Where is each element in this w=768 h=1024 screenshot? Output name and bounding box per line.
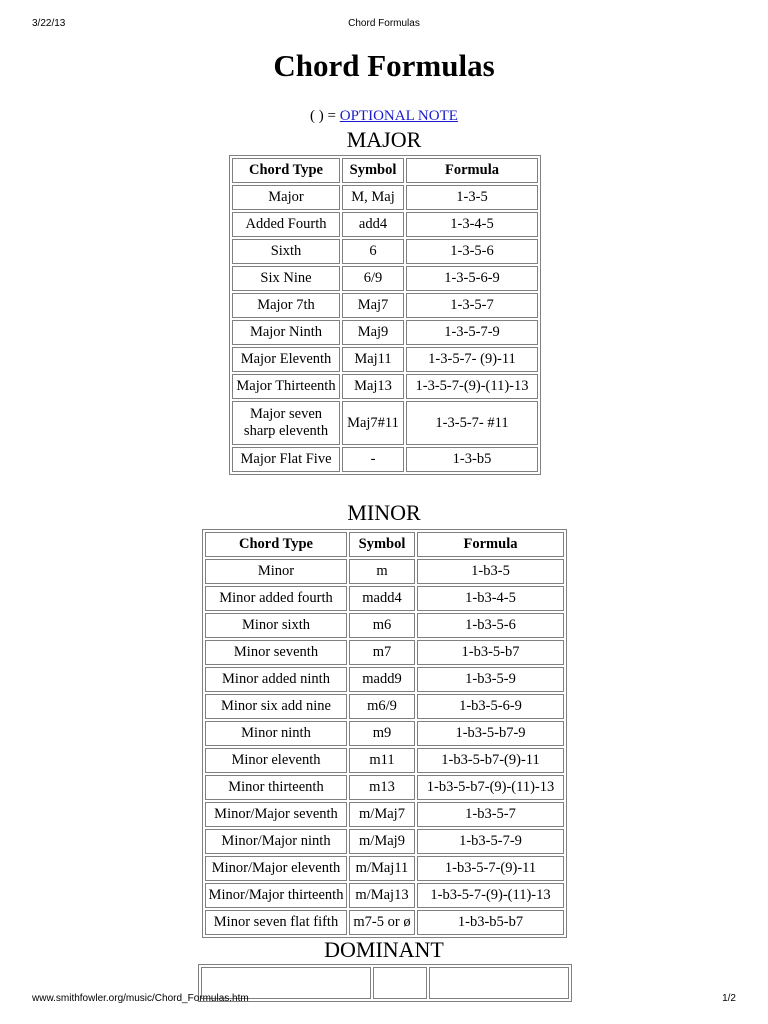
- chord-type-cell: Minor: [205, 559, 347, 584]
- chord-type-cell: Sixth: [232, 239, 340, 264]
- symbol-cell: M, Maj: [342, 185, 404, 210]
- print-header: [0, 18, 768, 32]
- symbol-cell: m9: [349, 721, 415, 746]
- chord-type-cell: Major 7th: [232, 293, 340, 318]
- chord-type-cell: Minor six add nine: [205, 694, 347, 719]
- print-footer: [0, 993, 768, 1007]
- table-row: [232, 212, 538, 237]
- print-date: 3/22/13: [32, 18, 66, 29]
- chord-type-cell: Minor seven flat fifth: [205, 910, 347, 935]
- formula-cell: 1-3-5-7-9: [406, 320, 538, 345]
- table-row: [205, 775, 564, 800]
- symbol-cell: 6/9: [342, 266, 404, 291]
- chord-type-cell: Minor/Major thirteenth: [205, 883, 347, 908]
- major-table: [229, 155, 541, 475]
- formula-cell: 1-b3-5-7: [417, 802, 564, 827]
- formula-cell: 1-3-5-6-9: [406, 266, 538, 291]
- chord-type-cell: Six Nine: [232, 266, 340, 291]
- symbol-cell: m6/9: [349, 694, 415, 719]
- chord-type-cell: Minor/Major ninth: [205, 829, 347, 854]
- formula-cell: 1-b3-5-b7-(9)-11: [417, 748, 564, 773]
- optional-note-legend: [0, 106, 768, 126]
- table-row: [232, 266, 538, 291]
- table-row: [232, 320, 538, 345]
- formula-cell: 1-b3-5-7-9: [417, 829, 564, 854]
- table-row: [205, 748, 564, 773]
- formula-cell: 1-b3-4-5: [417, 586, 564, 611]
- col-header-symbol: Symbol: [349, 532, 415, 557]
- symbol-cell: 6: [342, 239, 404, 264]
- table-row: [205, 883, 564, 908]
- chord-type-cell: Minor ninth: [205, 721, 347, 746]
- symbol-cell: m13: [349, 775, 415, 800]
- formula-cell: 1-b3-5-6: [417, 613, 564, 638]
- col-header-chord-type: Chord Type: [232, 158, 340, 183]
- symbol-cell: m7-5 or ø: [349, 910, 415, 935]
- table-row: [205, 721, 564, 746]
- formula-cell: 1-b3-5-9: [417, 667, 564, 692]
- col-header-chord-type: Chord Type: [205, 532, 347, 557]
- legend-symbol: ( ) =: [310, 108, 340, 124]
- symbol-cell: m/Maj7: [349, 802, 415, 827]
- page-title: Chord Formulas: [273, 48, 495, 83]
- symbol-cell: Maj7: [342, 293, 404, 318]
- table-row: [232, 185, 538, 210]
- col-header-symbol: Symbol: [342, 158, 404, 183]
- formula-cell: 1-b3-5-6-9: [417, 694, 564, 719]
- chord-type-cell: Major seven sharp eleventh: [232, 401, 340, 445]
- chord-type-cell: Added Fourth: [232, 212, 340, 237]
- table-row: [205, 829, 564, 854]
- dominant-heading: DOMINANT: [324, 937, 444, 962]
- table-header-row: [232, 158, 538, 183]
- print-page-title: Chord Formulas: [348, 18, 420, 29]
- table-row: [205, 694, 564, 719]
- formula-cell: 1-3-b5: [406, 447, 538, 472]
- formula-cell: 1-3-5-7- (9)-11: [406, 347, 538, 372]
- symbol-cell: madd9: [349, 667, 415, 692]
- table-row: [232, 239, 538, 264]
- chord-type-cell: Minor/Major seventh: [205, 802, 347, 827]
- formula-cell: 1-3-4-5: [406, 212, 538, 237]
- table-row: [205, 910, 564, 935]
- chord-type-cell: Major Ninth: [232, 320, 340, 345]
- table-header-row: [205, 532, 564, 557]
- symbol-cell: m6: [349, 613, 415, 638]
- formula-cell: 1-b3-5: [417, 559, 564, 584]
- col-header-formula: Formula: [417, 532, 564, 557]
- print-page-number: 1/2: [722, 993, 736, 1004]
- table-row: [205, 802, 564, 827]
- table-row: [205, 856, 564, 881]
- symbol-cell: Maj11: [342, 347, 404, 372]
- table-row: [232, 401, 538, 445]
- table-row: [232, 347, 538, 372]
- chord-type-cell: Major Flat Five: [232, 447, 340, 472]
- table-row: [205, 640, 564, 665]
- chord-type-cell: Minor added ninth: [205, 667, 347, 692]
- formula-cell: 1-3-5-7-(9)-(11)-13: [406, 374, 538, 399]
- table-row: [232, 447, 538, 472]
- symbol-cell: Maj9: [342, 320, 404, 345]
- table-row: [205, 586, 564, 611]
- table-row: [205, 667, 564, 692]
- chord-type-cell: Minor sixth: [205, 613, 347, 638]
- chord-type-cell: Major Thirteenth: [232, 374, 340, 399]
- table-row: [232, 374, 538, 399]
- chord-type-cell: Minor seventh: [205, 640, 347, 665]
- formula-cell: 1-3-5-7: [406, 293, 538, 318]
- symbol-cell: Maj13: [342, 374, 404, 399]
- symbol-cell: m/Maj9: [349, 829, 415, 854]
- chord-type-cell: Minor eleventh: [205, 748, 347, 773]
- chord-type-cell: Minor/Major eleventh: [205, 856, 347, 881]
- formula-cell: 1-b3-5-7-(9)-11: [417, 856, 564, 881]
- symbol-cell: Maj7#11: [342, 401, 404, 445]
- table-row: [232, 293, 538, 318]
- symbol-cell: m: [349, 559, 415, 584]
- formula-cell: 1-b3-5-7-(9)-(11)-13: [417, 883, 564, 908]
- symbol-cell: m7: [349, 640, 415, 665]
- minor-heading: MINOR: [347, 500, 421, 525]
- chord-type-cell: Minor thirteenth: [205, 775, 347, 800]
- major-heading: MAJOR: [346, 127, 422, 152]
- formula-cell: 1-b3-5-b7: [417, 640, 564, 665]
- symbol-cell: m11: [349, 748, 415, 773]
- formula-cell: 1-b3-5-b7-(9)-(11)-13: [417, 775, 564, 800]
- print-url: www.smithfowler.org/music/Chord_Formulas.htm: [32, 993, 249, 1004]
- symbol-cell: add4: [342, 212, 404, 237]
- symbol-cell: m/Maj11: [349, 856, 415, 881]
- chord-type-cell: Major: [232, 185, 340, 210]
- symbol-cell: -: [342, 447, 404, 472]
- minor-table: [202, 529, 567, 938]
- formula-cell: 1-b3-b5-b7: [417, 910, 564, 935]
- table-row: [205, 559, 564, 584]
- table-row: [205, 613, 564, 638]
- symbol-cell: madd4: [349, 586, 415, 611]
- formula-cell: 1-3-5: [406, 185, 538, 210]
- formula-cell: 1-b3-5-b7-9: [417, 721, 564, 746]
- formula-cell: 1-3-5-6: [406, 239, 538, 264]
- formula-cell: 1-3-5-7- #11: [406, 401, 538, 445]
- col-header-formula: Formula: [406, 158, 538, 183]
- optional-note-link[interactable]: OPTIONAL NOTE: [339, 108, 458, 124]
- chord-type-cell: Minor added fourth: [205, 586, 347, 611]
- symbol-cell: m/Maj13: [349, 883, 415, 908]
- chord-type-cell: Major Eleventh: [232, 347, 340, 372]
